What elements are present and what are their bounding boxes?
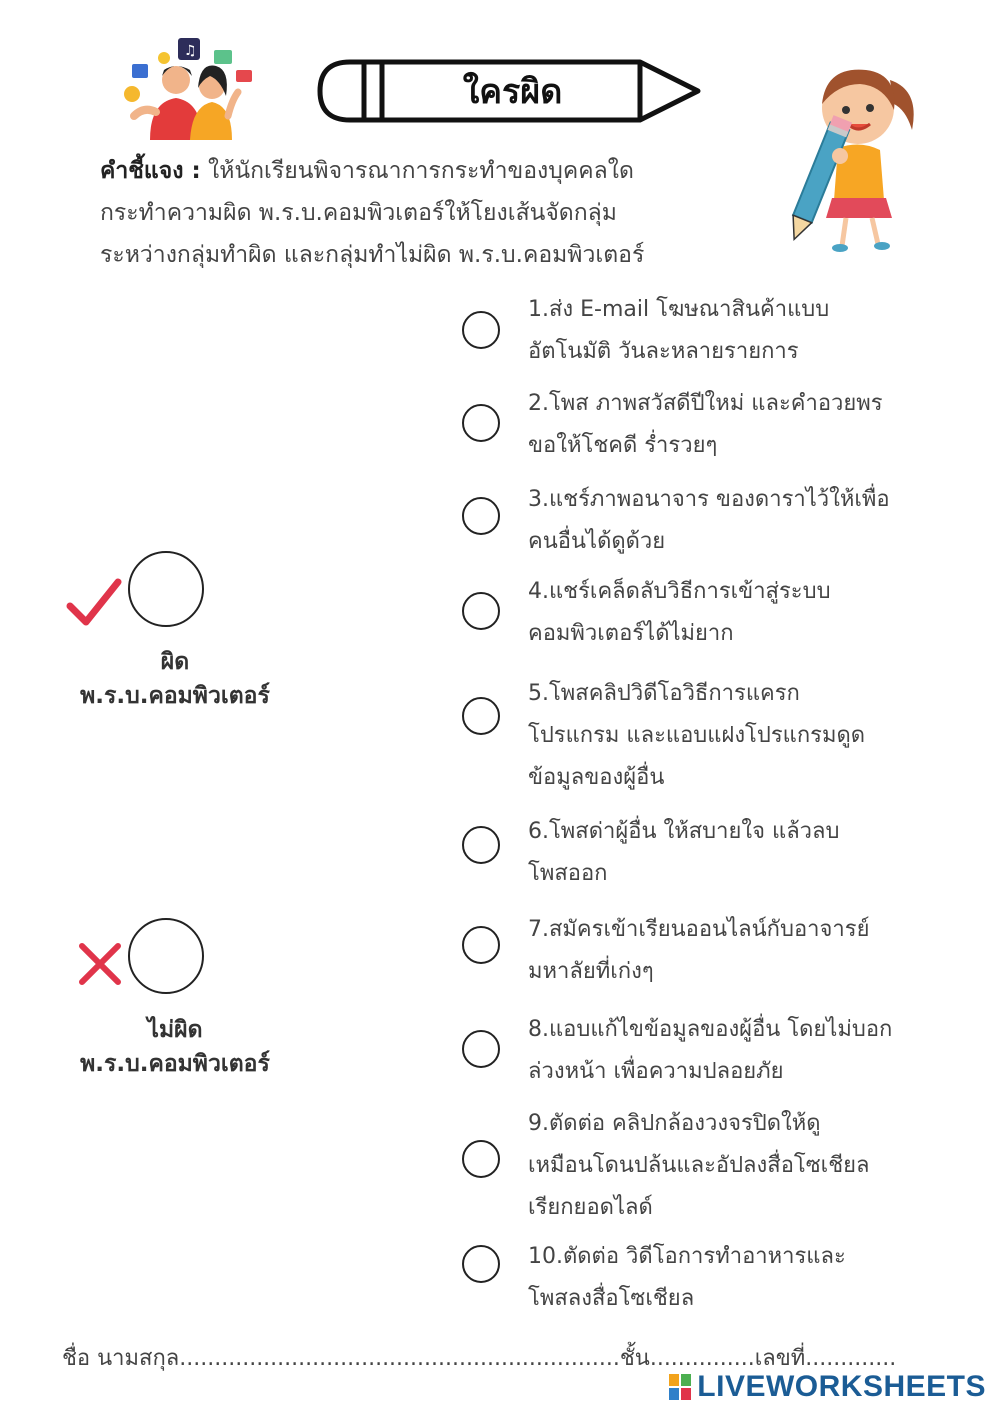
- liveworksheets-logo-icon: [669, 1374, 691, 1400]
- group-wrong-target[interactable]: [128, 551, 204, 627]
- item-4-line-1: 4.แชร์เคล็ดลับวิธีการเข้าสู่ระบบ: [528, 579, 831, 604]
- item-4-line-2: คอมพิวเตอร์ได้ไม่ยาก: [528, 621, 734, 646]
- item-6-line-1: 6.โพสด่าผู้อื่น ให้สบายใจ แล้วลบ: [528, 819, 840, 844]
- item-3-line-1: 3.แชร์ภาพอนาจาร ของดาราไว้ให้เพื่อ: [528, 487, 890, 512]
- liveworksheets-brand: [669, 1370, 986, 1404]
- item-3-connector[interactable]: [462, 497, 500, 535]
- item-4-connector[interactable]: [462, 592, 500, 630]
- item-2-line-2: ขอให้โชคดี ร่ำรวยๆ: [528, 433, 718, 458]
- group-not-wrong-line-1: ไม่ผิด: [147, 1017, 203, 1043]
- item-7-connector[interactable]: [462, 926, 500, 964]
- name-label: ชื่อ นามสกุล: [62, 1346, 180, 1371]
- item-10-connector[interactable]: [462, 1245, 500, 1283]
- group-not-wrong-target[interactable]: [128, 918, 204, 994]
- item-8-line-2: ล่วงหน้า เพื่อความปลอยภัย: [528, 1059, 784, 1084]
- instructions-line-1: [100, 150, 780, 192]
- group-wrong-line-1: ผิด: [160, 649, 190, 675]
- item-5-connector[interactable]: [462, 697, 500, 735]
- name-field[interactable]: ...............................................................: [179, 1346, 620, 1371]
- instructions-line-3: ระหว่างกลุ่มทำผิด และกลุ่มทำไม่ผิด พ.ร.บ.คอมพิวเตอร์: [100, 242, 645, 268]
- item-7-line-2: มหาลัยที่เก่งๆ: [528, 959, 654, 984]
- instructions-label: คำชี้แจง :: [100, 158, 201, 184]
- item-1-text: [528, 289, 958, 373]
- item-9-line-2: เหมือนโดนปล้นและอัปลงสื่อโซเชียล: [528, 1153, 870, 1178]
- item-4-text: [528, 571, 958, 655]
- brand-name: LIVEWORKSHEETS: [697, 1370, 986, 1403]
- instructions-line-2: กระทำความผิด พ.ร.บ.คอมพิวเตอร์ให้โยงเส้นจัดกลุ่ม: [100, 200, 617, 226]
- item-9-connector[interactable]: [462, 1140, 500, 1178]
- item-1-connector[interactable]: [462, 311, 500, 349]
- class-field[interactable]: ...............: [649, 1346, 755, 1371]
- item-5-line-2: โปรแกรม และแอบแฝงโปรแกรมดูด: [528, 723, 866, 748]
- item-1-line-1: 1.ส่ง E-mail โฆษณาสินค้าแบบ: [528, 297, 830, 322]
- item-8-line-1: 8.แอบแก้ไขข้อมูลของผู้อื่น โดยไม่บอก: [528, 1017, 893, 1042]
- girl-pencil-illustration: [780, 60, 930, 255]
- page-title: ใครผิด: [462, 72, 563, 112]
- instructions-first-line: ให้นักเรียนพิจารณาการกระทำของบุคคลใด: [200, 158, 634, 184]
- item-9-line-1: 9.ตัดต่อ คลิปกล้องวงจรปิดให้ดู: [528, 1111, 821, 1136]
- item-3-line-2: คนอื่นได้ดูด้วย: [528, 529, 666, 554]
- item-6-text: [528, 811, 958, 895]
- item-6-connector[interactable]: [462, 826, 500, 864]
- item-3-text: [528, 479, 958, 563]
- group-wrong-label: [25, 645, 325, 713]
- item-1-line-2: อัตโนมัติ วันละหลายรายการ: [528, 339, 799, 364]
- item-10-line-2: โพสลงสื่อโซเชียล: [528, 1286, 695, 1311]
- svg-text:♫: ♫: [184, 43, 197, 59]
- cross-icon: [78, 942, 122, 986]
- number-label: เลขที่: [754, 1346, 806, 1371]
- item-5-line-1: 5.โพสคลิปวิดีโอวิธีการแครก: [528, 681, 800, 706]
- item-9-text: [528, 1103, 958, 1229]
- item-7-text: [528, 909, 958, 993]
- class-label: ชั้น: [619, 1346, 650, 1371]
- item-5-line-3: ข้อมูลของผู้อื่น: [528, 765, 665, 790]
- item-9-line-3: เรียกยอดไลด์: [528, 1195, 653, 1220]
- group-not-wrong-label: [25, 1013, 325, 1081]
- item-2-connector[interactable]: [462, 404, 500, 442]
- item-7-line-1: 7.สมัครเข้าเรียนออนไลน์กับอาจารย์: [528, 917, 870, 942]
- item-2-text: [528, 383, 958, 467]
- item-10-text: [528, 1236, 958, 1320]
- number-field[interactable]: .............: [805, 1346, 897, 1371]
- group-wrong-line-2: พ.ร.บ.คอมพิวเตอร์: [80, 683, 270, 709]
- group-not-wrong-line-2: พ.ร.บ.คอมพิวเตอร์: [80, 1051, 270, 1077]
- item-2-line-1: 2.โพส ภาพสวัสดีปีใหม่ และคำอวยพร: [528, 391, 883, 416]
- check-icon: [66, 578, 122, 628]
- item-5-text: [528, 673, 958, 799]
- item-6-line-2: โพสออก: [528, 861, 608, 886]
- item-8-text: [528, 1009, 958, 1093]
- item-8-connector[interactable]: [462, 1030, 500, 1068]
- item-10-line-1: 10.ตัดต่อ วิดีโอการทำอาหารและ: [528, 1244, 846, 1269]
- instructions: [100, 150, 780, 276]
- people-social-illustration: [120, 36, 260, 140]
